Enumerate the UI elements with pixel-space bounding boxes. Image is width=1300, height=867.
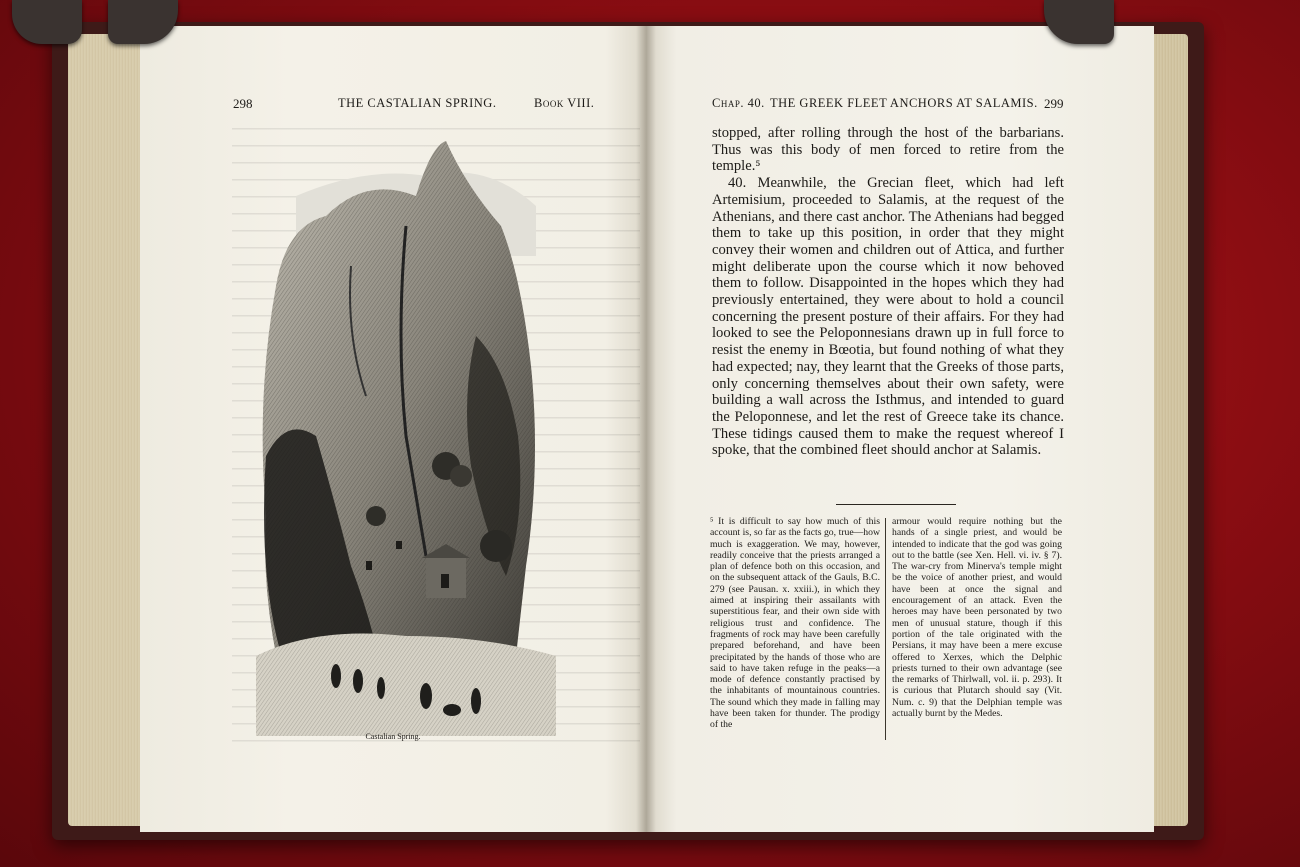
footnote-column-divider [885, 518, 886, 740]
left-page-number: 298 [233, 96, 253, 111]
left-running-title: THE CASTALIAN SPRING. [338, 96, 497, 110]
footnote-rule [836, 504, 956, 505]
right-page-block-edge [1150, 34, 1188, 826]
left-page-block-edge [68, 34, 142, 826]
paragraph-40: 40. Meanwhile, the Grecian fleet, which had left Artemisium, proceeded to Salamis, at the request of the Athenians, and there cast anchor. The Athenians had begged them to take up this position, in order that they might convey their women and children out of Attica, and further might deliberate upon the course which it now behoved them to follow. Disappointed in the hopes which they had previously entertained, they were about to hold a council concerning the present posture of their affairs. For they had looked to see the Peloponnesians drawn up in full force to resist the enemy in Bœotia, but found nothing of what they had expected; nay, they learnt that the Greeks of those parts, only concerning themselves about their own safety, were building a wall across the Isthmus, and intended to guard the Peloponnese, and let the rest of Greece take its chance. These tidings caused them to make the request whereof I spoke, that the combined fleet should anchor at Salamis. [712, 175, 1064, 459]
castalian-spring-engraving [256, 136, 556, 746]
book-gutter [636, 26, 656, 832]
book-label: Book VIII. [534, 96, 595, 110]
illustration-caption: Castalian Spring. [365, 732, 421, 741]
footnotes [710, 516, 1064, 738]
right-running-title: THE GREEK FLEET ANCHORS AT SALAMIS. [770, 96, 1038, 110]
left-page [140, 26, 646, 832]
right-page [646, 26, 1154, 832]
metal-clasp-left [12, 0, 82, 44]
main-text [712, 125, 1064, 459]
footnote-column-2: armour would require nothing but the hands of a single priest, and would be intended to indicate that the god was going out to the battle (see Xen. Hell. vi. iv. § 7). The war-cry from Minerva's temple might be the voice of another priest, and would have been at once the signal and encouragement of an attack. Even the heroes may have been personated by two men of unusual stature, though if this portion of the tale originated with the Persians, it may have been a mere excuse offered to Xerxes, which the Delphic priests turned to their own advantage (see the remarks of Thirlwall, vol. ii. p. 293). It is curious that Plutarch should say (Vit. Num. c. 9) that the Delphian temple was actually burnt by the Medes. [892, 516, 1062, 720]
footnote-column-1: ⁵ It is difficult to say how much of this account is, so far as the facts go, true—how much is exaggeration. We may, however, readily conceive that the priests arranged a plan of defence both on this occasion, and on the subsequent attack of the Gauls, B.C. 279 (see Pausan. x. xxiii.), in which they aimed at inspiring their assailants with superstitious fear, and their own side with religious trust and confidence. The fragments of rock may have been carefully prepared beforehand, and have been precipitated by the hands of those who are said to have taken refuge in the peaks—a mode of defence constantly practised by the inhabitants of mountainous countries. The sound which they made in falling may have been taken for thunder. The prodigy of the [710, 516, 880, 731]
paragraph-continuation: stopped, after rolling through the host of the barbarians. Thus was this body of men forced to retire from the temple.⁵ [712, 125, 1064, 175]
chapter-label: Chap. 40. [712, 96, 765, 110]
right-page-number: 299 [1044, 96, 1064, 111]
